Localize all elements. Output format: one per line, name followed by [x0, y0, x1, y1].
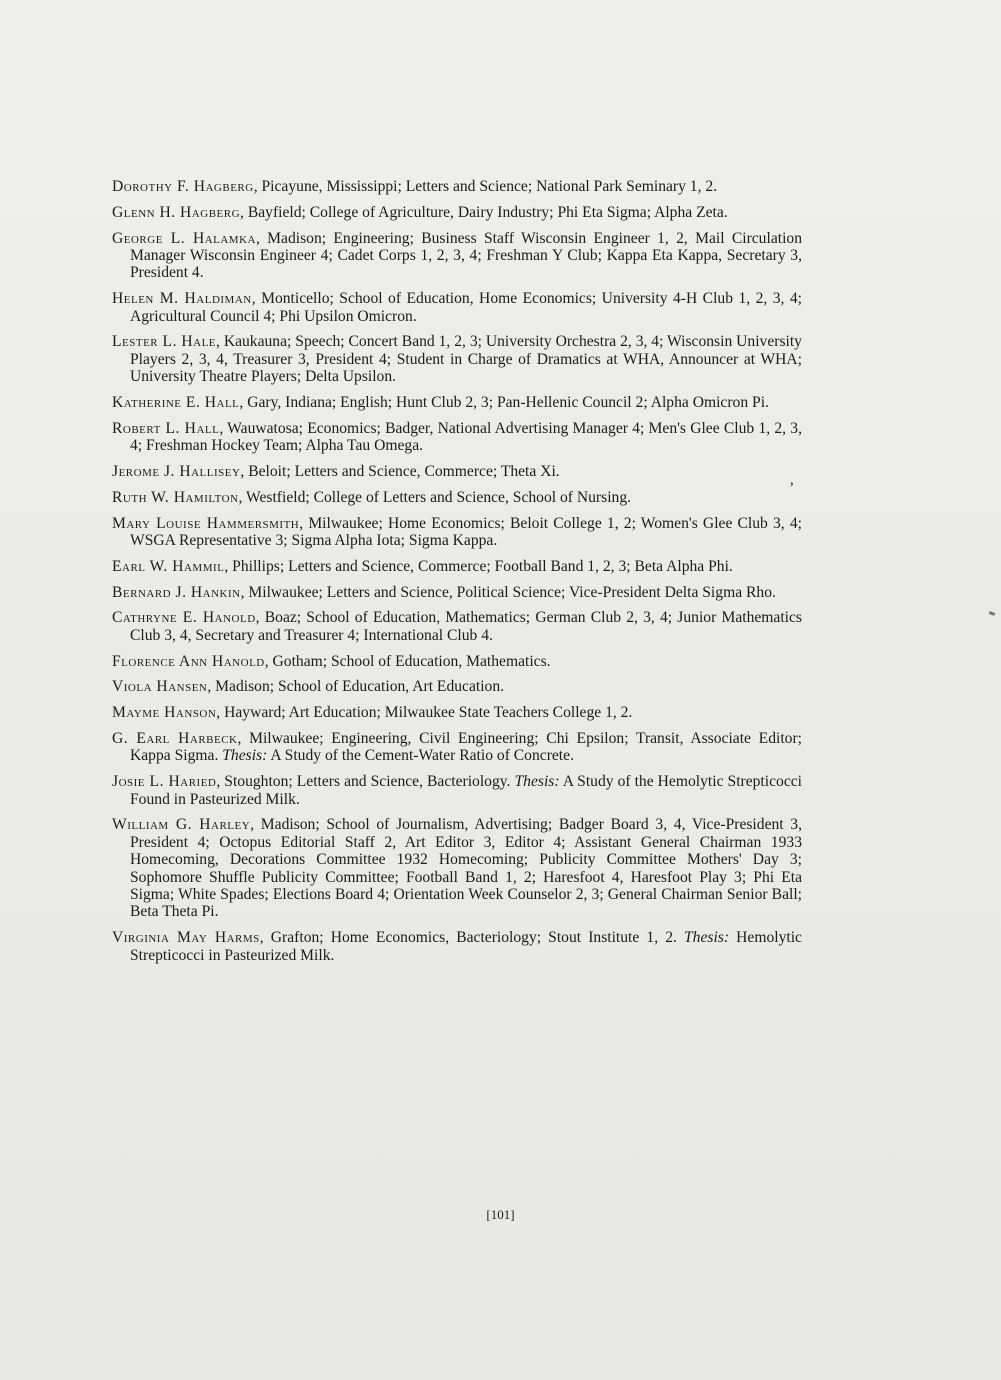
- thesis-title: Hemolytic Strepticocci in Pasteurized Milk.: [130, 929, 802, 964]
- entry-name: Mayme Hanson: [112, 704, 217, 722]
- entry-text: , Wauwatosa; Economics; Badger, National Advertising Manager 4; Men's Glee Club 1, 2, 3, 4; Freshman Hockey Team; Alpha Tau Omega.: [130, 419, 802, 455]
- entry-text: , Milwaukee; Letters and Science, Political Science; Vice-President Delta Sigma Rho.: [240, 583, 776, 601]
- entry-name: William G. Harley: [112, 816, 251, 834]
- entry: [112, 773, 802, 808]
- entry: [112, 178, 802, 195]
- entry: [112, 230, 802, 282]
- entry: [112, 704, 802, 721]
- entry-name: G. Earl Harbeck: [112, 730, 238, 747]
- entry-name: Cathryne E. Hanold: [112, 609, 256, 627]
- entry: [112, 609, 802, 644]
- entry-text: , Grafton; Home Economics, Bacteriology; Stout Institute 1, 2.: [259, 929, 684, 947]
- entry: [112, 816, 802, 920]
- entry-text: , Beloit; Letters and Science, Commerce; Theta Xi.: [240, 463, 560, 481]
- entry-text: , Monticello; School of Education, Home Economics; University 4-H Club 1, 2, 3, 4; Agricultural Council 4; Phi Upsilon Omicron.: [130, 290, 803, 325]
- entry-name: Virginia May Harms: [112, 929, 260, 947]
- thesis-label: Thesis:: [684, 929, 730, 947]
- entry-name: Earl W. Hammil: [112, 557, 225, 575]
- entry-text: , Boaz; School of Education, Mathematics; German Club 2, 3, 4; Junior Mathematics Club 3, 4, Secretary and Treasurer 4; International Club 4.: [130, 609, 802, 644]
- entry: [112, 489, 802, 506]
- entry-text: , Picayune, Mississippi; Letters and Science; National Park Seminary 1, 2.: [253, 178, 718, 195]
- entry-name: Florence Ann Hanold: [112, 652, 265, 670]
- entry-name: Lester L. Hale: [112, 333, 217, 351]
- entry-name: Katherine E. Hall: [112, 394, 240, 412]
- entry: [112, 394, 802, 411]
- entry-name: George L. Halamka: [112, 229, 256, 247]
- entry-text: , Milwaukee; Engineering, Civil Engineering; Chi Epsilon; Transit, Associate Editor; Kappa Sigma.: [130, 730, 802, 765]
- entry: [112, 290, 802, 325]
- entry-name: Dorothy F. Hagberg: [112, 178, 254, 195]
- entry-text: , Kaukauna; Speech; Concert Band 1, 2, 3; University Orchestra 2, 3, 4; Wisconsin University Players 2, 3, 4, Treasurer 3, President 4; Student in Charge of Dramatics at WHA, Announcer at WHA; University Theatre Players; Delta Upsilon.: [130, 333, 802, 386]
- entry-name: Jerome J. Hallisey: [112, 463, 241, 481]
- edge-mark: [989, 611, 996, 616]
- entry-text: , Madison; School of Education, Art Education.: [207, 678, 505, 696]
- entry: [112, 653, 802, 670]
- entry-text: , Madison; School of Journalism, Advertising; Badger Board 3, 4, Vice-President 3, President 4; Octopus Editorial Staff 2, Art Editor 3, Editor 4; Assistant General Chairman 1933 Homecoming, Decorations Committee 1932 Homecoming; Publicity Committee Mothers' Day 3; Sophomore Shuffle Publicity Committee; Football Band 1, 2; Haresfoot 4, Haresfoot Play 3; Phi Eta Sigma; White Spades; Elections Board 4; Orientation Week Counselor 2, 3; General Chairman Senior Ball; Beta Theta Pi.: [130, 816, 803, 921]
- entry-text: , Westfield; College of Letters and Science, School of Nursing.: [238, 488, 632, 506]
- entry: [112, 929, 802, 964]
- entry-text: , Phillips; Letters and Science, Commerce; Football Band 1, 2, 3; Beta Alpha Phi.: [224, 557, 733, 575]
- entry-text: , Gary, Indiana; English; Hunt Club 2, 3; Pan-Hellenic Council 2; Alpha Omicron Pi.: [239, 394, 769, 412]
- entry: [112, 678, 802, 695]
- entry-name: Viola Hansen: [112, 678, 208, 696]
- entry: [112, 730, 802, 765]
- entry-text: , Hayward; Art Education; Milwaukee State Teachers College 1, 2.: [216, 704, 633, 722]
- entry-text: , Gotham; School of Education, Mathematics.: [264, 652, 551, 670]
- page-number: [101]: [486, 1207, 515, 1222]
- thesis-title: A Study of the Cement-Water Ratio of Concrete.: [267, 747, 574, 765]
- entry: [112, 515, 802, 550]
- thesis-title: A Study of the Hemolytic Strepticocci Found in Pasteurized Milk.: [130, 773, 802, 808]
- thesis-label: Thesis:: [514, 773, 560, 791]
- entry-text: , Milwaukee; Home Economics; Beloit College 1, 2; Women's Glee Club 3, 4; WSGA Representative 3; Sigma Alpha Iota; Sigma Kappa.: [130, 514, 802, 550]
- entry: [112, 204, 802, 221]
- entry-name: Ruth W. Hamilton: [112, 488, 239, 506]
- entry-name: Mary Louise Hammersmith: [112, 514, 300, 532]
- entry-name: Robert L. Hall: [112, 419, 220, 437]
- entry: [112, 558, 802, 575]
- entry-name: Josie L. Haried: [112, 773, 217, 791]
- entry: [112, 333, 802, 385]
- entry: [112, 584, 802, 601]
- entry-text: , Stoughton; Letters and Science, Bacteriology.: [216, 773, 515, 791]
- thesis-label: Thesis:: [222, 747, 268, 765]
- entry-list: [112, 178, 802, 972]
- entry-name: Bernard J. Hankin: [112, 583, 241, 601]
- entry-name: Glenn H. Hagberg: [112, 203, 241, 221]
- entry-name: Helen M. Haldiman: [112, 290, 252, 308]
- stray-mark: ,: [790, 472, 794, 488]
- entry: [112, 463, 802, 480]
- entry: [112, 420, 802, 455]
- entry-text: , Madison; Engineering; Business Staff Wisconsin Engineer 1, 2, Mail Circulation Manager Wisconsin Engineer 4; Cadet Corps 1, 2, 3, 4; Freshman Y Club; Kappa Eta Kappa, Secretary 3, President 4.: [130, 229, 802, 282]
- entry-text: , Bayfield; College of Agriculture, Dairy Industry; Phi Eta Sigma; Alpha Zeta.: [240, 203, 728, 221]
